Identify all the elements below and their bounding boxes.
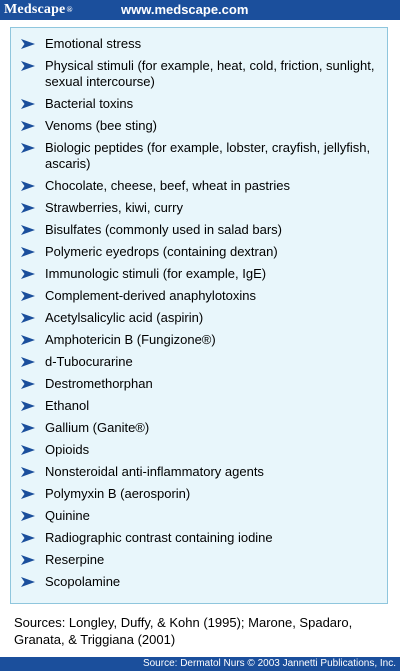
arrow-right-icon — [21, 420, 35, 436]
arrow-right-icon — [21, 140, 35, 156]
list-item-text: Strawberries, kiwi, curry — [45, 200, 183, 215]
header-bar — [0, 0, 400, 20]
brand-logo[interactable] — [4, 2, 73, 18]
list-item — [21, 420, 379, 436]
list-item — [21, 288, 379, 304]
list-item — [21, 508, 379, 524]
list-item-text: Acetylsalicylic acid (aspirin) — [45, 310, 204, 325]
list-item — [21, 354, 379, 370]
list-item-text: Scopolamine — [45, 574, 121, 589]
list-item-text: Reserpine — [45, 552, 105, 567]
arrow-right-icon — [21, 244, 35, 260]
list-item — [21, 266, 379, 282]
list-item-text: Amphotericin B (Fungizone®) — [45, 332, 216, 347]
list-item-text: Complement-derived anaphylotoxins — [45, 288, 257, 303]
arrow-right-icon — [21, 398, 35, 414]
list-item-text: Emotional stress — [45, 36, 142, 51]
list-item — [21, 118, 379, 134]
list-item — [21, 464, 379, 480]
arrow-right-icon — [21, 96, 35, 112]
arrow-right-icon — [21, 574, 35, 590]
list-item — [21, 178, 379, 194]
arrow-right-icon — [21, 58, 35, 74]
list-item — [21, 36, 379, 52]
list-item-text: Polymyxin B (aerosporin) — [45, 486, 191, 501]
list-item-text: Polymeric eyedrops (containing dextran) — [45, 244, 278, 259]
list-item-text: Opioids — [45, 442, 90, 457]
list-item — [21, 140, 379, 172]
arrow-right-icon — [21, 288, 35, 304]
list-item — [21, 200, 379, 216]
list-item — [21, 552, 379, 568]
arrow-right-icon — [21, 266, 35, 282]
list-item-text: Radiographic contrast containing iodine — [45, 530, 273, 545]
list-item — [21, 332, 379, 348]
arrow-right-icon — [21, 376, 35, 392]
arrow-right-icon — [21, 552, 35, 568]
brand-name: Medscape — [4, 2, 66, 18]
arrow-right-icon — [21, 508, 35, 524]
list-item-text: Biologic peptides (for example, lobster, crayfish, jellyfish, ascaris) — [45, 140, 371, 171]
arrow-right-icon — [21, 464, 35, 480]
site-url-link[interactable]: www.medscape.com — [121, 2, 249, 17]
list-item-text: Destromethorphan — [45, 376, 153, 391]
arrow-right-icon — [21, 310, 35, 326]
sources-citation: Sources: Longley, Duffy, & Kohn (1995); Marone, Spadaro, Granata, & Triggiana (2001) — [14, 615, 353, 647]
list-item-text: Venoms (bee sting) — [45, 118, 158, 133]
list-item — [21, 398, 379, 414]
list-item-text: Quinine — [45, 508, 90, 523]
list-item-text: Ethanol — [45, 398, 90, 413]
trigger-list-box — [10, 27, 388, 604]
arrow-right-icon — [21, 442, 35, 458]
list-item — [21, 376, 379, 392]
list-item-text: Gallium (Ganite®) — [45, 420, 150, 435]
list-item — [21, 486, 379, 502]
list-item — [21, 574, 379, 590]
list-item — [21, 58, 379, 90]
trigger-list — [11, 28, 387, 590]
footer-copyright: Source: Dermatol Nurs © 2003 Jannetti Publications, Inc. — [142, 658, 396, 669]
arrow-right-icon — [21, 332, 35, 348]
list-item-text: Physical stimuli (for example, heat, cold, friction, sunlight, sexual intercourse) — [45, 58, 375, 89]
list-item-text: Bacterial toxins — [45, 96, 134, 111]
arrow-right-icon — [21, 200, 35, 216]
list-item-text: d-Tubocurarine — [45, 354, 133, 369]
arrow-right-icon — [21, 354, 35, 370]
list-item-text: Nonsteroidal anti-inflammatory agents — [45, 464, 264, 479]
list-item — [21, 96, 379, 112]
arrow-right-icon — [21, 178, 35, 194]
list-item — [21, 530, 379, 546]
list-item — [21, 442, 379, 458]
arrow-right-icon — [21, 118, 35, 134]
list-item — [21, 310, 379, 326]
list-item — [21, 244, 379, 260]
list-item-text: Bisulfates (commonly used in salad bars) — [45, 222, 282, 237]
list-item-text: Chocolate, cheese, beef, wheat in pastries — [45, 178, 290, 193]
footer-bar — [0, 657, 400, 671]
list-item — [21, 222, 379, 238]
brand-registered-mark: ® — [66, 5, 73, 14]
arrow-right-icon — [21, 486, 35, 502]
arrow-right-icon — [21, 530, 35, 546]
list-item-text: Immunologic stimuli (for example, IgE) — [45, 266, 267, 281]
arrow-right-icon — [21, 222, 35, 238]
arrow-right-icon — [21, 36, 35, 52]
